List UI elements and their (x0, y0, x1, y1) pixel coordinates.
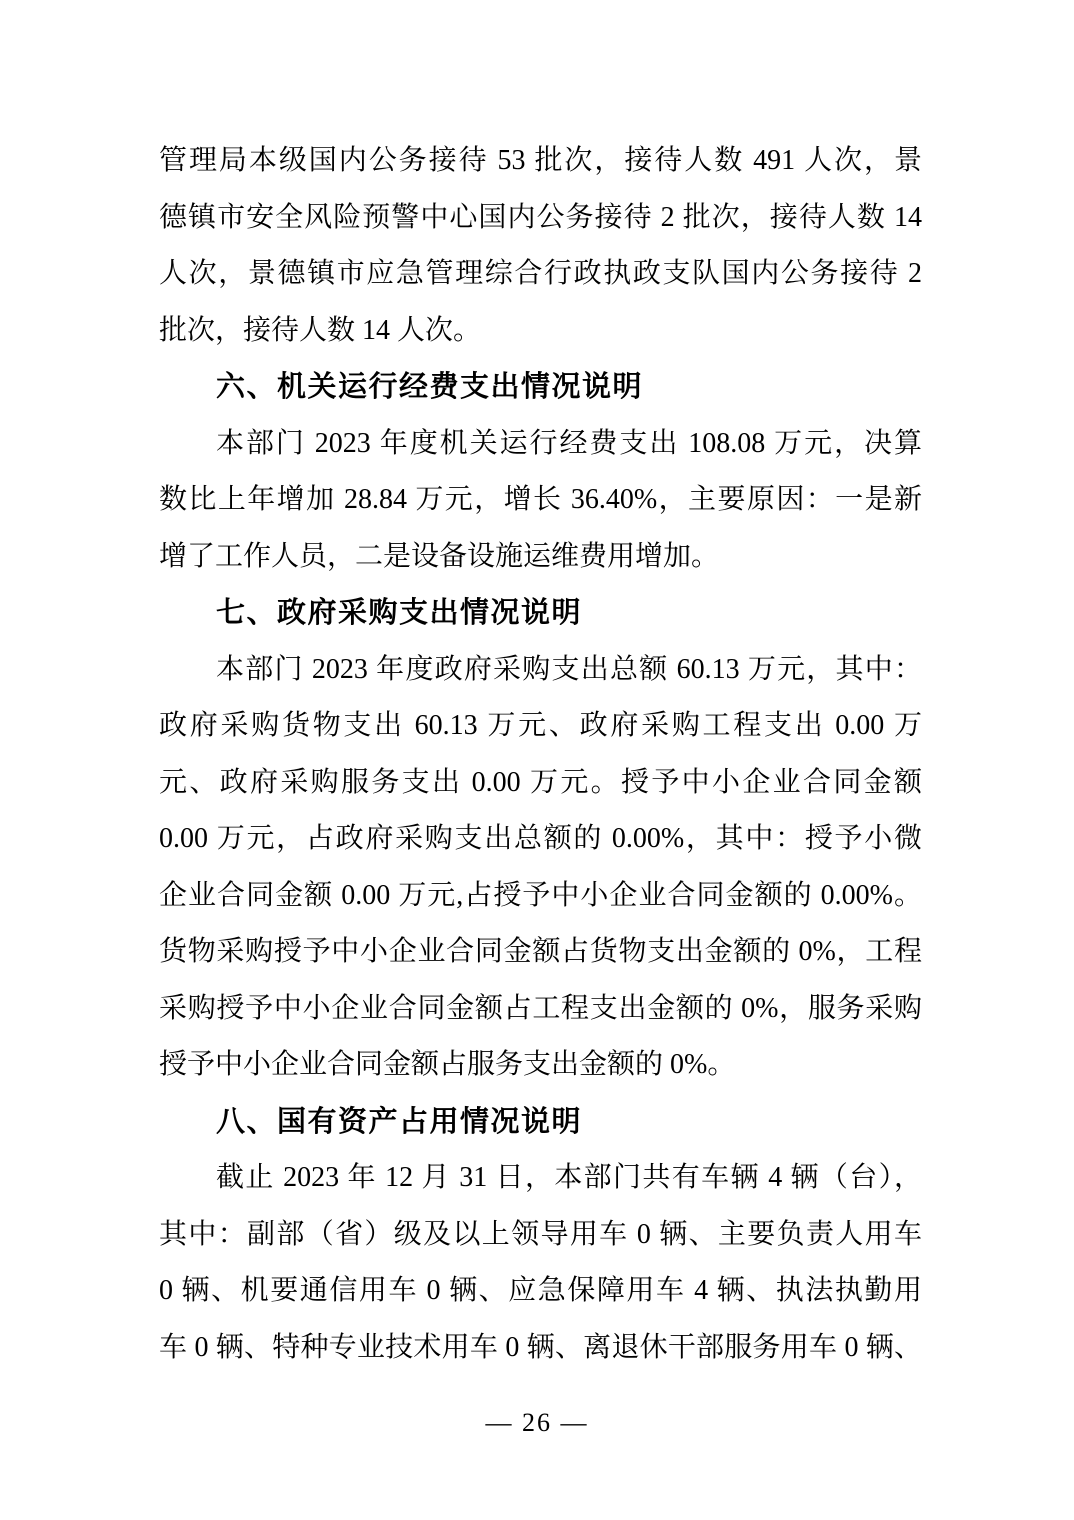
body-line: 授予中小企业合同金额占服务支出金额的 0%。 (159, 1049, 736, 1080)
body-line: 本部门 2023 年度机关运行经费支出 108.08 万元，决算 (216, 427, 922, 459)
body-line: 政府采购货物支出 60.13 万元、政府采购工程支出 0.00 万 (159, 710, 922, 741)
document-content (159, 133, 922, 1376)
section-heading-six: 六、机关运行经费支出情况说明 (216, 371, 644, 403)
body-line: 采购授予中小企业合同金额占工程支出金额的 0%，服务采购 (159, 992, 922, 1024)
body-line: 截止 2023 年 12 月 31 日，本部门共有车辆 4 辆（台）， (216, 1162, 922, 1193)
page-number: — 26 — (485, 1408, 589, 1437)
body-line: 数比上年增加 28.84 万元，增长 36.40%，主要原因：一是新 (159, 484, 922, 515)
page-footer (0, 1406, 1074, 1440)
section-heading-eight: 八、国有资产占用情况说明 (216, 1105, 583, 1138)
body-line: 0 辆、机要通信用车 0 辆、应急保障用车 4 辆、执法执勤用 (159, 1275, 922, 1306)
body-line: 企业合同金额 0.00 万元,占授予中小企业合同金额的 0.00%。 (159, 879, 922, 911)
body-line: 管理局本级国内公务接待 53 批次，接待人数 491 人次，景 (159, 145, 922, 176)
body-line: 元、政府采购服务支出 0.00 万元。授予中小企业合同金额 (159, 766, 922, 798)
body-line: 货物采购授予中小企业合同金额占货物支出金额的 0%，工程 (159, 936, 922, 967)
body-line: 德镇市安全风险预警中心国内公务接待 2 批次，接待人数 14 (159, 201, 922, 233)
section-heading-seven: 七、政府采购支出情况说明 (216, 597, 583, 629)
body-line: 0.00 万元，占政府采购支出总额的 0.00%，其中：授予小微 (159, 823, 922, 854)
body-line: 车 0 辆、特种专业技术用车 0 辆、离退休干部服务用车 0 辆、 (159, 1331, 922, 1363)
body-line: 人次，景德镇市应急管理综合行政执政支队国内公务接待 2 (159, 258, 922, 289)
body-line: 本部门 2023 年度政府采购支出总额 60.13 万元，其中： (216, 653, 922, 685)
body-line: 其中：副部（省）级及以上领导用车 0 辆、主要负责人用车 (159, 1218, 922, 1250)
body-line: 批次，接待人数 14 人次。 (159, 314, 482, 346)
body-line: 增了工作人员，二是设备设施运维费用增加。 (159, 540, 720, 572)
